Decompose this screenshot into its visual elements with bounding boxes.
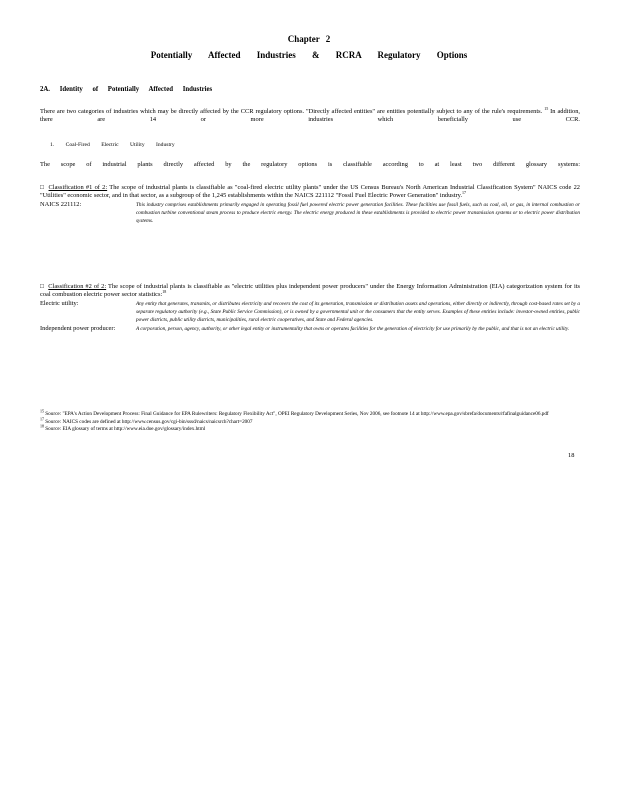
footnote-number: 15 [40,408,44,414]
electric-utility-definition [40,300,580,324]
naics-definition [40,201,580,225]
classification-2-paragraph [40,283,580,299]
intro-text-continued: In addition, there are 14 or more industries which beneficially use CCR. [40,108,580,123]
footnote-text: Source: EIA glossary of terms at http://www.eia.doe.gov/glossary/index.html [45,426,206,433]
ipp-definition-text: A corporation, person, agency, authority, or other legal entity or instrumentality that owns or operates facilities for the generation of electricity for use primarily by the public, and that is not an electric utility. [136,326,570,332]
classification-1 [40,184,580,225]
footnote-text: Source: "EPA's Action Development Process: Final Guidance for EPA Rulewriters: Regulatory Flexibility Act", OPEI Regulatory Development Series, Nov 2006, see footnote 14 at http://www.epa.gov/sbrefa/documents/rfafinalguidance06.pdf [45,411,549,417]
classification-2 [40,283,580,333]
subsection-heading: 1. Coal-Fired Electric Utility Industry [50,142,175,148]
classification-2-text: The scope of industrial plants is classifiable as "electric utilities plus independent power producers" under the Energy Information Administration (EIA) categorization system for its coal combustion electric power sector statistics: [40,283,580,298]
footnotes [40,408,580,434]
classification-1-text: The scope of industrial plants is classifiable as "coal-fired electric utility plants" under the US Census Bureau's North American Industrial Classification System" NAICS code 22 "Utilities" economic sector, and in that sector, as a subgroup of the 1,245 establishments within the NAICS 221112 "Fossil Fuel Electric Power Generation" industry. [40,184,580,199]
intro-text: There are two categories of industries which may be directly affected by the CCR regulatory options. "Directly affected entities" are entities potentially subject to any of the rule's requirements. [40,108,543,115]
naics-term: NAICS 221112: [40,201,82,208]
classification-1-paragraph [40,184,580,200]
chapter-title: Potentially Affected Industries & RCRA Regulatory Options [150,50,468,60]
scope-paragraph: The scope of industrial plants directly affected by the regulatory options is classifiable according to at least two different glossary systems: [40,161,580,168]
classification-1-label: Classification #1 of 2: [48,184,108,191]
footnote [40,423,580,434]
naics-definition-text: This industry comprises establishments primarily engaged in operating fossil fuel powered electric power generation facilities. These facilities use fossil fuels, such as coal, oil, or gas, in internal combustion or combustion turbine conventional steam process to produce electric energy. The electric energy produced in these establishments is provided to electric power transmission systems or to electric power distribution systems. [136,202,580,224]
page-number: 18 [568,452,575,459]
checkbox-bullet-icon: □ [40,184,45,191]
footnote-number: 17 [40,415,44,421]
electric-utility-term: Electric utility: [40,300,79,307]
section-heading: 2A. Identity of Potentially Affected Industries [40,86,213,93]
intro-paragraph [40,105,580,124]
footnote-ref-18: 18 [162,288,167,294]
footnote [40,408,580,419]
electric-utility-definition-text: Any entity that generates, transmits, or distributes electricity and recovers the cost of its generation, transmission or distribution assets and operations, either directly or indirectly, through cost-based rates set by a separate regulatory authority (e.g., State Public Service Commission), or is owned by a governmental unit or the consumers that the entity serves. Examples of these entities include: investor-owned entities, public power districts, public utility districts, municipalities, rural electric cooperatives, and State and Federal agencies. [136,301,580,323]
footnote-number: 18 [40,423,44,429]
chapter-number: Chapter 2 [287,34,331,44]
footnote-text: Source: NAICS codes are defined at http://www.census.gov/cgi-bin/sssd/naics/naicsrch?chart=2007 [45,418,253,425]
footnote-ref-17: 17 [462,189,467,195]
ipp-definition [40,325,580,333]
classification-2-label: Classification #2 of 2: [48,283,107,290]
ipp-term: Independent power producer: [40,325,116,332]
footnote-ref-15: 15 [544,105,549,111]
checkbox-bullet-icon: □ [40,283,45,290]
